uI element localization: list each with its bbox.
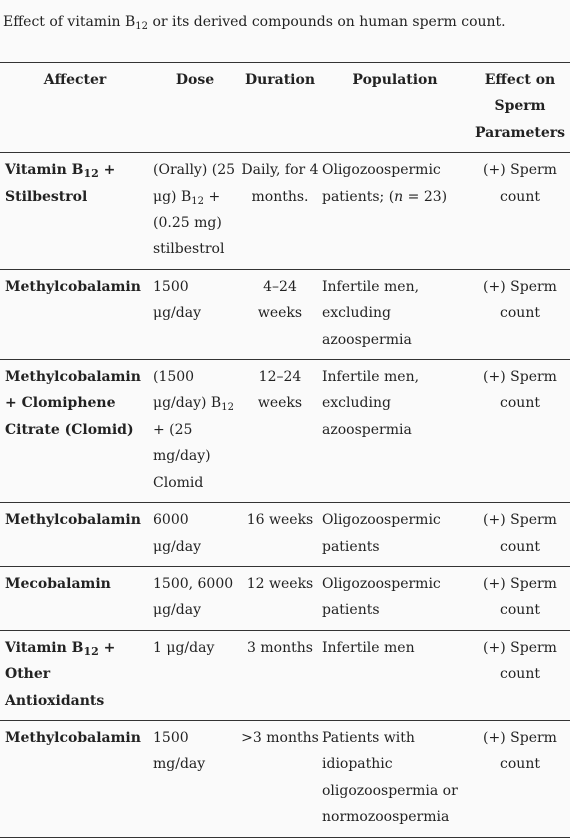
table-row xyxy=(0,630,570,720)
cell-affecter xyxy=(0,720,150,837)
cell-population xyxy=(320,503,470,567)
dose-text: 1500, 6000 μg/day xyxy=(153,575,234,619)
affecter-text: Methylcobalamin xyxy=(5,729,141,746)
cell-dose xyxy=(150,503,240,567)
cell-duration: Daily, for 4 months. xyxy=(240,153,320,270)
cell-duration: 4–24 weeks xyxy=(240,269,320,359)
cell-population xyxy=(320,566,470,630)
cell-duration: 12 weeks xyxy=(240,566,320,630)
population-text: Infertile men, excluding azoospermia xyxy=(322,278,420,348)
header-population: Population xyxy=(320,63,470,153)
cell-affecter xyxy=(0,153,150,270)
dose-text: 6000 μg/day xyxy=(153,512,201,555)
caption-subscript: 12 xyxy=(135,21,149,32)
affecter-text: Methylcobalamin xyxy=(5,512,141,529)
cell-duration: 16 weeks xyxy=(240,503,320,567)
cell-dose xyxy=(150,566,240,630)
dose-subscript: 12 xyxy=(221,402,234,414)
affecter-text-end: + Other Antioxidants xyxy=(5,639,116,709)
dose-text: (1500 μg/day) B xyxy=(153,369,222,412)
population-text-end: = 23) xyxy=(403,188,448,205)
header-duration: Duration xyxy=(240,63,320,153)
affecter-subscript: 12 xyxy=(83,644,99,658)
cell-affecter xyxy=(0,566,150,630)
cell-dose xyxy=(150,630,240,720)
cell-effect: (+) Sperm count xyxy=(470,503,570,567)
data-table xyxy=(0,62,570,838)
affecter-text: Mecobalamin xyxy=(5,575,111,592)
cell-duration: 12–24 weeks xyxy=(240,360,320,503)
cell-effect: (+) Sperm count xyxy=(470,720,570,837)
table-row xyxy=(0,566,570,630)
cell-effect: (+) Sperm count xyxy=(470,269,570,359)
header-row xyxy=(0,63,570,153)
header-effect: Effect on Sperm Parameters xyxy=(470,63,570,153)
cell-effect: (+) Sperm count xyxy=(470,566,570,630)
table-body xyxy=(0,153,570,837)
cell-dose xyxy=(150,269,240,359)
caption-text-end: or its derived compounds on human sperm count. xyxy=(148,14,506,30)
cell-affecter xyxy=(0,630,150,720)
population-text: Infertile men xyxy=(322,639,415,656)
cell-affecter xyxy=(0,269,150,359)
table-row xyxy=(0,360,570,503)
cell-population xyxy=(320,630,470,720)
dose-subscript: 12 xyxy=(191,195,204,207)
cell-population xyxy=(320,720,470,837)
dose-text-end: + (0.25 mg) stilbestrol xyxy=(153,188,225,258)
cell-population xyxy=(320,360,470,503)
caption-text: Effect of vitamin B xyxy=(3,14,136,30)
affecter-text: Methylcobalamin + Clomiphene Citrate (Clomid) xyxy=(5,369,141,438)
affecter-subscript: 12 xyxy=(83,167,99,181)
table-caption xyxy=(3,12,568,32)
table-row xyxy=(0,720,570,837)
cell-effect: (+) Sperm count xyxy=(470,360,570,503)
cell-affecter xyxy=(0,503,150,567)
affecter-text: Vitamin B xyxy=(5,162,84,179)
dose-text: (Orally) (25 μg) B xyxy=(153,162,236,205)
table-row xyxy=(0,269,570,359)
population-italic: n xyxy=(394,188,404,205)
population-text: Oligozoospermic patients xyxy=(322,512,441,555)
dose-text: 1 μg/day xyxy=(153,639,215,656)
affecter-text: Vitamin B xyxy=(5,639,84,656)
table-row xyxy=(0,153,570,270)
population-text: Oligozoospermic patients; ( xyxy=(322,162,441,205)
cell-affecter xyxy=(0,360,150,503)
cell-dose xyxy=(150,720,240,837)
cell-population xyxy=(320,269,470,359)
dose-text: 1500 μg/day xyxy=(153,278,201,322)
cell-effect: (+) Sperm count xyxy=(470,153,570,270)
affecter-text: Methylcobalamin xyxy=(5,278,141,295)
dose-text: 1500 mg/day xyxy=(153,729,206,773)
cell-dose xyxy=(150,153,240,270)
header-affecter: Affecter xyxy=(0,63,150,153)
affecter-text-end: + Stilbestrol xyxy=(5,162,116,205)
cell-duration: 3 months xyxy=(240,630,320,720)
header-dose: Dose xyxy=(150,63,240,153)
dose-text-end: + (25 mg/day) Clomid xyxy=(153,421,211,491)
population-text: Patients with idiopathic oligozoospermia or normozoospermia xyxy=(322,729,458,826)
cell-population xyxy=(320,153,470,270)
table-row xyxy=(0,503,570,567)
cell-effect: (+) Sperm count xyxy=(470,630,570,720)
population-text: Infertile men, excluding azoospermia xyxy=(322,369,420,438)
cell-duration: >3 months xyxy=(240,720,320,837)
population-text: Oligozoospermic patients xyxy=(322,575,441,619)
cell-dose xyxy=(150,360,240,503)
